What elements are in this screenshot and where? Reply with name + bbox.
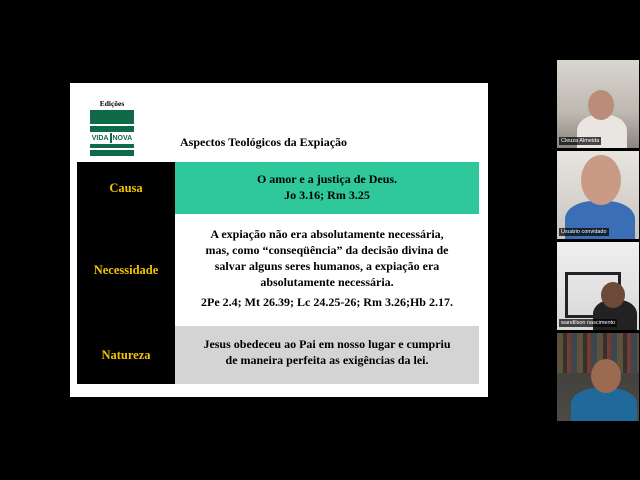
table-row-necessidade (77, 214, 479, 326)
presentation-slide (70, 83, 488, 397)
content-line: salvar alguns seres humanos, a expiação era (214, 259, 440, 273)
content-line: Jesus obedeceu ao Pai em nosso lugar e cumpriu (203, 337, 451, 351)
row-content (175, 326, 479, 384)
row-label: Necessidade (77, 214, 175, 326)
table-row-causa (77, 162, 479, 214)
participant-name: Usuário convidado (561, 229, 607, 235)
content-line: O amor e a justiça de Deus. (256, 172, 398, 186)
person-head (591, 359, 621, 393)
row-label: Causa (77, 162, 175, 214)
participant-video-tile[interactable] (557, 60, 639, 148)
logo-stripe (90, 124, 134, 126)
logo-separator (110, 133, 112, 143)
logo-word-right: NOVA (112, 134, 133, 142)
person-head (588, 90, 614, 120)
row-content (175, 214, 479, 326)
logo-word-left: VIDA (91, 134, 109, 142)
content-line: absolutamente necessária. (260, 275, 394, 289)
logo-band (90, 132, 134, 144)
content-line: de maneira perfeita as exigências da lei. (225, 353, 429, 367)
participant-name: wandilson nascimento (561, 320, 616, 326)
participant-video-tile[interactable] (557, 333, 639, 421)
participant-video-tile[interactable] (557, 242, 639, 330)
vida-nova-logo (90, 99, 134, 155)
row-label: Natureza (77, 326, 175, 384)
person-head (601, 282, 625, 308)
person-head (581, 155, 621, 205)
theology-table (77, 162, 479, 384)
table-row-natureza (77, 326, 479, 384)
row-content (175, 162, 479, 214)
participant-video-tile[interactable] (557, 151, 639, 239)
slide-title: Aspectos Teológicos da Expiação (180, 135, 348, 149)
bible-references: 2Pe 2.4; Mt 26.39; Lc 24.25-26; Rm 3.26;Hb 2.17. (201, 295, 453, 309)
content-line: mas, como “conseqüência” da decisão divina de (205, 243, 449, 257)
content-line: A expiação não era absolutamente necessária, (210, 227, 444, 241)
logo-publisher-text: Edições (99, 99, 125, 108)
logo-mark (90, 110, 134, 156)
content-line: Jo 3.16; Rm 3.25 (284, 188, 370, 202)
logo-stripe (90, 148, 134, 150)
participant-name: Cleuza Almeida (561, 138, 600, 144)
